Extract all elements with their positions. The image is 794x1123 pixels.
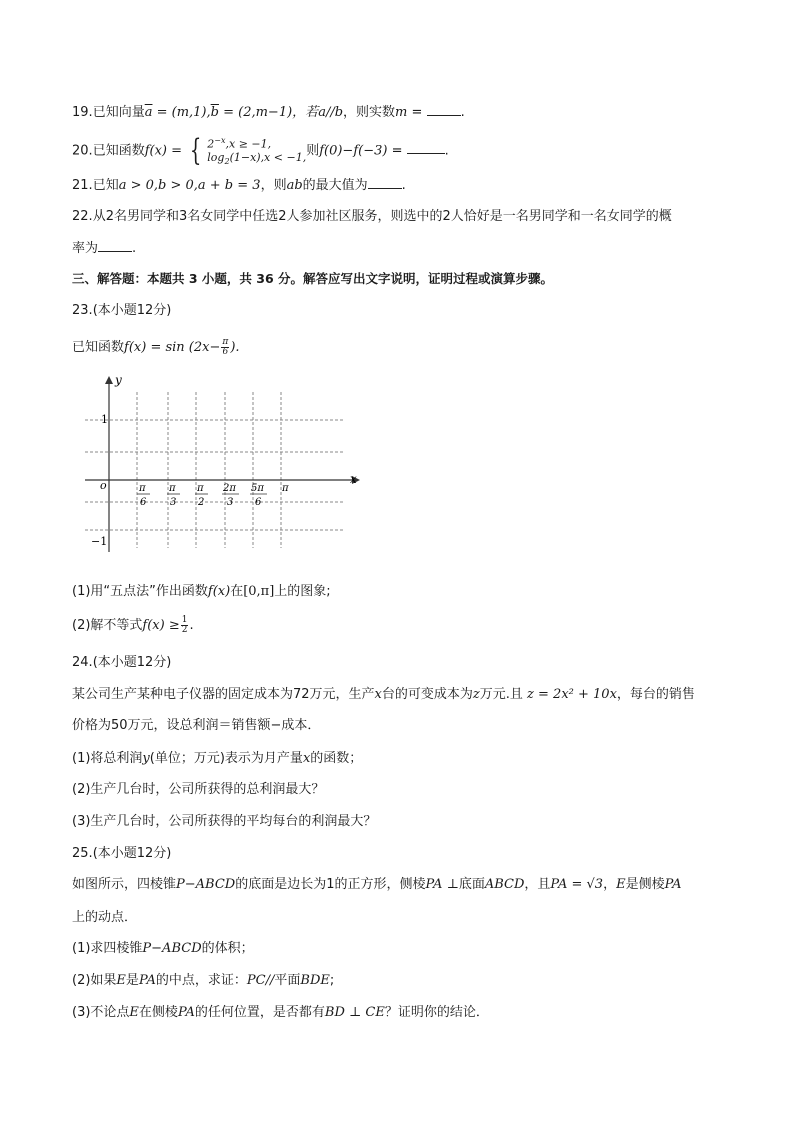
question-22: 22.从2名男同学和3名女同学中任选2人参加社区服务，则选中的2人恰好是一名男同学和一名女同学的概 xyxy=(72,209,672,224)
y-tick-1: 1 xyxy=(101,413,108,426)
y-axis-arrow-icon xyxy=(105,376,113,384)
x-axis-label: x xyxy=(350,472,357,486)
question-25-part3: (3)不论点E在侧棱PA的任何位置，是否都有BD ⊥ CE？证明你的结论． xyxy=(72,1005,489,1020)
question-24-line2: 价格为50万元，设总利润＝销售额−成本． xyxy=(72,718,321,733)
question-23-intro: 已知函数f(x) = sin (2x− $\frac{\pi}{6}$ ). xyxy=(72,337,240,357)
x-tick-den: 6 xyxy=(140,497,147,508)
x-tick-num: π xyxy=(169,483,176,494)
x-tick-den: 3 xyxy=(227,497,234,508)
question-23-part1: (1)用“五点法”作出函数f(x)在[0,π]上的图象; xyxy=(72,584,331,599)
question-25-line2: 上的动点． xyxy=(72,910,138,925)
answer-blank[interactable] xyxy=(427,103,461,116)
question-25-part1: (1)求四棱锥P−ABCD的体积； xyxy=(72,941,254,956)
section-heading: 三、解答题：本题共 3 小题，共 36 分。解答应写出文字说明，证明过程或演算步骤。 xyxy=(72,271,554,286)
answer-blank[interactable] xyxy=(98,239,132,252)
question-25-part2: (2)如果E是PA的中点，求证：PC//平面BDE; xyxy=(72,973,335,988)
question-21: 21.已知a > 0,b > 0,a + b = 3，则ab的最大值为 . xyxy=(72,178,406,193)
vector-a: $\overline{a}$ xyxy=(144,105,153,120)
origin-label: o xyxy=(100,479,107,492)
question-24-part1: (1)将总利润y(单位；万元)表示为月产量x的函数； xyxy=(72,751,363,766)
x-tick-num: π xyxy=(282,483,289,494)
question-23-part2: (2)解不等式f(x) ≥ $\frac{1}{2}$ . xyxy=(72,615,194,635)
question-23-header: 23.(本小题12分) xyxy=(72,303,172,318)
question-25-header: 25.(本小题12分) xyxy=(72,846,172,861)
vector-b: $\overline{b}$ xyxy=(210,105,219,120)
question-19: 19.已知向量$\overline{a} = (m,1),\overline{b} = (2,m-1)$，若a//b，则实数m = . xyxy=(72,105,465,120)
question-24-header: 24.(本小题12分) xyxy=(72,655,172,670)
question-20: 20.已知函数f(x) = { $2^{-x},x \ge -1$, $\log_2(1-x),x < -1$, 则f(0)−f(−3) = . xyxy=(72,132,449,168)
question-25-line1: 如图所示，四棱锥P−ABCD的底面是边长为1的正方形，侧棱PA ⊥底面ABCD，且PA = √3，E是侧棱PA xyxy=(72,877,682,892)
question-24-part2: (2)生产几台时，公司所获得的总利润最大？ xyxy=(72,782,325,797)
x-tick-num: 5π xyxy=(251,483,264,494)
answer-blank[interactable] xyxy=(368,176,402,189)
y-axis-label: y xyxy=(115,373,122,387)
x-tick-den: 3 xyxy=(170,497,177,508)
question-24-line1: 某公司生产某种电子仪器的固定成本为72万元，生产x台的可变成本为z万元.且 z = 2x² + 10x，每台的销售 xyxy=(72,687,695,702)
y-tick-neg1: −1 xyxy=(91,535,108,548)
question-24-part3: (3)生产几台时，公司所获得的平均每台的利润最大？ xyxy=(72,814,377,829)
coordinate-grid xyxy=(80,372,370,560)
x-tick-num: π xyxy=(139,483,146,494)
piecewise-function: { $2^{-x},x \ge -1$, $\log_2(1-x),x < -1$, xyxy=(190,132,307,168)
x-tick-den: 2 xyxy=(198,497,205,508)
x-tick-num: 2π xyxy=(223,483,236,494)
question-22-cont: 率为 . xyxy=(72,241,137,256)
x-tick-den: 6 xyxy=(255,497,262,508)
x-tick-num: π xyxy=(197,483,204,494)
answer-blank[interactable] xyxy=(407,141,445,154)
left-brace-icon: { xyxy=(190,132,202,168)
fraction-one-half: $\frac{1}{2}$ xyxy=(181,615,188,635)
fraction-pi-6: $\frac{\pi}{6}$ xyxy=(222,337,229,357)
